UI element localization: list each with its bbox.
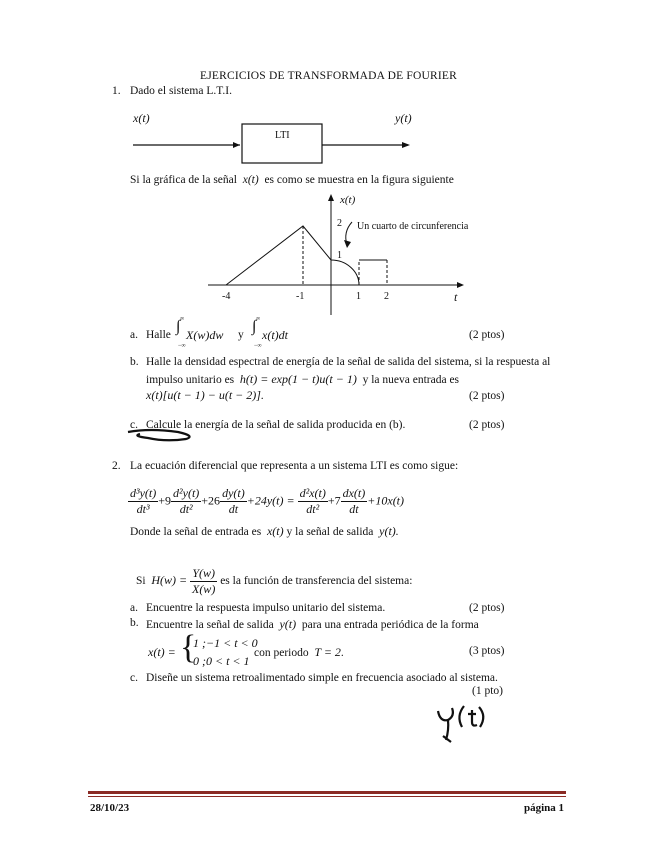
integral-upper: ∞ <box>180 316 185 322</box>
p2-b-points: (3 ptos) <box>469 645 505 657</box>
integral-lower: −∞ <box>178 343 186 349</box>
block-output-label: y(t) <box>395 111 412 125</box>
piecewise-case-1: 1 ;−1 < t < 0 <box>193 636 258 650</box>
piecewise-case-2: 0 ;0 < t < 1 <box>193 654 250 668</box>
graph-tick: -4 <box>222 291 231 302</box>
p1-a-y: y <box>238 329 244 341</box>
block-input-label: x(t) <box>133 111 150 125</box>
problem-1-intro: Dado el sistema L.T.I. <box>130 85 232 97</box>
p1-b-line3: x(t)[u(t − 1) − u(t − 2)]. <box>146 388 264 402</box>
footer-rule-thick <box>88 791 566 794</box>
p1-b-label: b. <box>130 356 139 368</box>
p1-a-label: a. <box>130 329 138 341</box>
problem-2-intro: La ecuación diferencial que representa a un sistema LTI es como sigue: <box>130 460 459 472</box>
integral-1-integrand: X(w)dw <box>186 328 224 342</box>
piecewise-lhs: x(t) = <box>148 645 176 659</box>
graph-annotation: Un cuarto de circunferencia <box>357 221 469 232</box>
p1-a-text: Halle <box>146 329 171 341</box>
integral-symbol: ∫ <box>176 318 181 335</box>
p1-b-line2: impulso unitario es h(t) = exp(1 − t)u(t − 1) y la nueva entrada es <box>146 372 460 386</box>
problem-2-number: 2. <box>112 460 121 472</box>
p2-c-label: c. <box>130 672 138 684</box>
page-title: EJERCICIOS DE TRANSFORMADA DE FOURIER <box>200 70 458 82</box>
p2-a-label: a. <box>130 602 138 614</box>
p1-c-label: c. <box>130 419 138 431</box>
p2-a-text: Encuentre la respuesta impulso unitario del sistema. <box>146 602 386 614</box>
period-text: con periodo T = 2. <box>254 645 344 659</box>
integral-lower: −∞ <box>254 343 262 349</box>
graph-y1-label: 1 <box>337 250 342 261</box>
signal-sentence: Si la gráfica de la señal x(t) es como se muestra en la figura siguiente <box>130 174 454 186</box>
p2-b-label: b. <box>130 617 139 629</box>
p1-c-points: (2 ptos) <box>469 419 505 431</box>
graph-tick: 1 <box>356 291 361 302</box>
footer-date: 28/10/23 <box>90 802 130 814</box>
transfer-function-line: Si H(w) = $\frac{Y(w)}{X(w)}$ es la función de transferencia del sistema: <box>136 566 413 596</box>
p1-b-line1: Halle la densidad espectral de energía de la señal de salida del sistema, si la respuesta al <box>146 356 551 368</box>
footer-rule-thin <box>88 796 566 797</box>
graph-t-label: t <box>454 290 458 304</box>
p1-b-points: (2 ptos) <box>469 390 505 402</box>
integral-2-integrand: x(t)dt <box>262 328 288 342</box>
differential-equation: $\frac{\text{d³y(t)}}{\text{dt³}}$ +9 $\frac{\text{d²y(t)}}{\text{dt²}}$ +26 $\frac{dy(t)}{dt}$ +24y(t) = $\frac{\text{d²x(t)}}{\text{dt²}}$ +7 $\frac{dx(t)}{dt}$ +10x(t) <box>130 486 405 516</box>
integral-symbol: ∫ <box>252 318 257 335</box>
p1-a-points: (2 ptos) <box>469 329 505 341</box>
graph-y2-label: 2 <box>337 218 342 229</box>
block-lti-label: LTI <box>275 130 290 141</box>
graph-y-label: x(t) <box>340 194 356 206</box>
integral-upper: ∞ <box>256 316 261 322</box>
footer-page: página 1 <box>524 802 565 814</box>
piecewise-brace: { <box>180 629 197 666</box>
p2-b-text: Encuentre la señal de salida y(t) para una entrada periódica de la forma <box>146 617 479 631</box>
p2-c-text: Diseñe un sistema retroalimentado simple en frecuencia asociado al sistema. <box>146 672 498 684</box>
p2-a-points: (2 ptos) <box>469 602 505 614</box>
graph-tick: 2 <box>384 291 389 302</box>
p1-c-text: Calcule la energía de la señal de salida producida en (b). <box>146 419 406 431</box>
p2-c-points: (1 pto) <box>472 685 503 697</box>
graph-tick: -1 <box>296 291 305 302</box>
problem-1-number: 1. <box>112 85 121 97</box>
p2-where-line: Donde la señal de entrada es x(t) y la señal de salida y(t). <box>130 524 399 538</box>
